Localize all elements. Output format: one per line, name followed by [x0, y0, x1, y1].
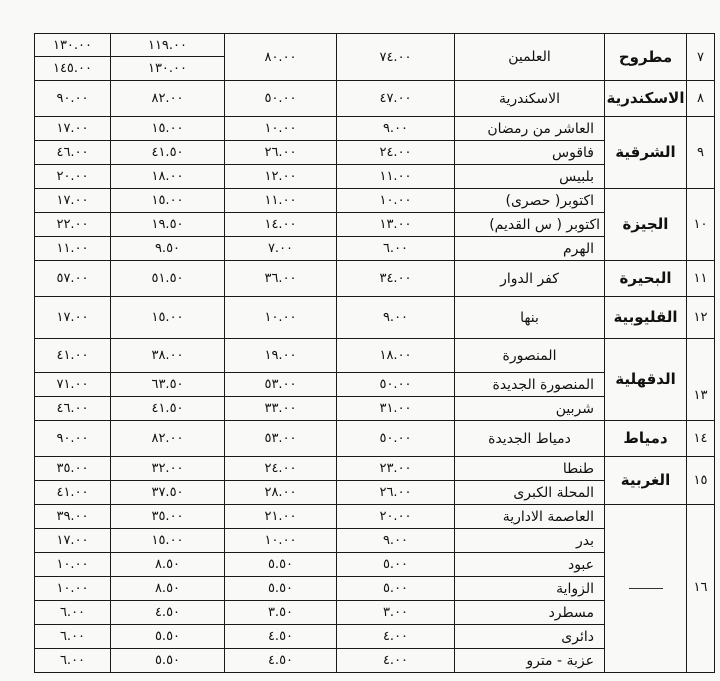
cell-index: ٨	[687, 81, 715, 117]
cell-value-1: ٢٢.٠٠	[35, 213, 111, 237]
cell-governorate-empty	[605, 505, 687, 673]
cell-value-4: ٥٠.٠٠	[337, 421, 455, 457]
cell-value-2: ٩.٥٠	[111, 237, 225, 261]
cell-value-3: ١٠.٠٠	[225, 297, 337, 339]
cell-value-3: ١٠.٠٠	[225, 529, 337, 553]
cell-value-4: ٢٠.٠٠	[337, 505, 455, 529]
cell-value-2: ٨.٥٠	[111, 577, 225, 601]
cell-governorate: الجيزة	[605, 189, 687, 261]
price-table	[34, 33, 715, 673]
cell-city: المحلة الكبرى	[455, 481, 605, 505]
cell-value-2: ٦٣.٥٠	[111, 373, 225, 397]
cell-value-4: ٥.٠٠	[337, 577, 455, 601]
cell-value-1: ٩٠.٠٠	[35, 81, 111, 117]
cell-city: العاشر من رمضان	[455, 117, 605, 141]
cell-value-2: ١٨.٠٠	[111, 165, 225, 189]
cell-city: الهرم	[455, 237, 605, 261]
table-row	[35, 189, 715, 213]
cell-value-1: ١٧.٠٠	[35, 297, 111, 339]
cell-city: فاقوس	[455, 141, 605, 165]
cell-value-1: ٤٦.٠٠	[35, 397, 111, 421]
table-row	[35, 34, 715, 57]
cell-city: دمياط الجديدة	[455, 421, 605, 457]
cell-value-4: ٢٦.٠٠	[337, 481, 455, 505]
cell-value-1: ١٧.٠٠	[35, 117, 111, 141]
cell-city: المنصورة الجديدة	[455, 373, 605, 397]
cell-value-3: ٣٦.٠٠	[225, 261, 337, 297]
cell-value-1: ١١.٠٠	[35, 237, 111, 261]
table-row	[35, 297, 715, 339]
cell-value-3: ١١.٠٠	[225, 189, 337, 213]
cell-value-4: ٣.٠٠	[337, 601, 455, 625]
table-row	[35, 339, 715, 373]
cell-value-2: ٤١.٥٠	[111, 141, 225, 165]
cell-value-3: ٢٦.٠٠	[225, 141, 337, 165]
cell-city: عزبة - مترو	[455, 649, 605, 673]
table-row	[35, 81, 715, 117]
cell-value-3: ٣٣.٠٠	[225, 397, 337, 421]
cell-value-2: ١١٩.٠٠	[111, 34, 225, 57]
cell-governorate: مطروح	[605, 34, 687, 81]
cell-value-2: ١٥.٠٠	[111, 189, 225, 213]
cell-value-3: ١٢.٠٠	[225, 165, 337, 189]
table-row	[35, 457, 715, 481]
cell-value-4: ١١.٠٠	[337, 165, 455, 189]
cell-value-1: ١٣٠.٠٠	[35, 34, 111, 57]
cell-value-2: ٣٢.٠٠	[111, 457, 225, 481]
cell-value-1: ١٧.٠٠	[35, 529, 111, 553]
cell-index: ١٣	[687, 339, 715, 421]
cell-city: دائرى	[455, 625, 605, 649]
cell-city: بنها	[455, 297, 605, 339]
cell-governorate: الاسكندرية	[605, 81, 687, 117]
cell-value-2: ١٥.٠٠	[111, 297, 225, 339]
cell-value-1: ٢٠.٠٠	[35, 165, 111, 189]
cell-value-2: ٨٢.٠٠	[111, 81, 225, 117]
cell-value-4: ٩.٠٠	[337, 297, 455, 339]
cell-value-2: ١٥.٠٠	[111, 117, 225, 141]
cell-value-2: ١٥.٠٠	[111, 529, 225, 553]
table-row	[35, 117, 715, 141]
cell-value-2: ٥.٥٠	[111, 649, 225, 673]
cell-value-2: ١٩.٥٠	[111, 213, 225, 237]
cell-value-2: ٨٢.٠٠	[111, 421, 225, 457]
cell-index: ١١	[687, 261, 715, 297]
cell-value-1: ١٠.٠٠	[35, 577, 111, 601]
cell-value-3: ٢٤.٠٠	[225, 457, 337, 481]
cell-city: العلمين	[455, 34, 605, 81]
cell-value-3: ٥.٥٠	[225, 577, 337, 601]
cell-value-3: ٥٣.٠٠	[225, 421, 337, 457]
cell-city: طنطا	[455, 457, 605, 481]
cell-value-4: ٣٤.٠٠	[337, 261, 455, 297]
cell-value-3: ١٤.٠٠	[225, 213, 337, 237]
cell-city: اكتوبر( حصرى)	[455, 189, 605, 213]
cell-value-1: ١٤٥.٠٠	[35, 57, 111, 81]
table-row	[35, 421, 715, 457]
cell-value-3: ٥.٥٠	[225, 553, 337, 577]
cell-value-3: ٣.٥٠	[225, 601, 337, 625]
cell-value-1: ١٧.٠٠	[35, 189, 111, 213]
cell-value-2: ٤١.٥٠	[111, 397, 225, 421]
cell-city: العاصمة الادارية	[455, 505, 605, 529]
cell-value-1: ٧١.٠٠	[35, 373, 111, 397]
cell-value-3: ٤.٥٠	[225, 625, 337, 649]
cell-value-3: ٤.٥٠	[225, 649, 337, 673]
cell-value-4: ٤٧.٠٠	[337, 81, 455, 117]
cell-value-3: ٢١.٠٠	[225, 505, 337, 529]
cell-city: الزواية	[455, 577, 605, 601]
cell-governorate: البحيرة	[605, 261, 687, 297]
cell-governorate: القليوبية	[605, 297, 687, 339]
cell-city: اكتوبر ( س القديم)	[455, 213, 605, 237]
table-row	[35, 505, 715, 529]
cell-value-4: ١٨.٠٠	[337, 339, 455, 373]
cell-value-2: ٣٥.٠٠	[111, 505, 225, 529]
cell-value-1: ٦.٠٠	[35, 649, 111, 673]
cell-value-4: ٧٤.٠٠	[337, 34, 455, 81]
cell-value-1: ٤١.٠٠	[35, 339, 111, 373]
dash-mark	[629, 588, 663, 589]
cell-value-3: ٥٠.٠٠	[225, 81, 337, 117]
cell-value-4: ٥٠.٠٠	[337, 373, 455, 397]
cell-index: ١٥	[687, 457, 715, 505]
cell-value-1: ٣٥.٠٠	[35, 457, 111, 481]
cell-city: مسطرد	[455, 601, 605, 625]
cell-index: ١٤	[687, 421, 715, 457]
cell-value-1: ٣٩.٠٠	[35, 505, 111, 529]
cell-city: عبود	[455, 553, 605, 577]
cell-governorate: الشرقية	[605, 117, 687, 189]
cell-value-2: ٣٨.٠٠	[111, 339, 225, 373]
cell-index: ١٢	[687, 297, 715, 339]
cell-index: ٧	[687, 34, 715, 81]
cell-city: كفر الدوار	[455, 261, 605, 297]
cell-city: الاسكندرية	[455, 81, 605, 117]
cell-value-3: ١٠.٠٠	[225, 117, 337, 141]
cell-value-3: ٨٠.٠٠	[225, 34, 337, 81]
cell-city: المنصورة	[455, 339, 605, 373]
cell-city: شربين	[455, 397, 605, 421]
cell-governorate: الدقهلية	[605, 339, 687, 421]
cell-value-1: ٥٧.٠٠	[35, 261, 111, 297]
cell-value-1: ٤٦.٠٠	[35, 141, 111, 165]
cell-value-3: ٧.٠٠	[225, 237, 337, 261]
cell-governorate: الغربية	[605, 457, 687, 505]
cell-value-4: ٣١.٠٠	[337, 397, 455, 421]
cell-city: بلبيس	[455, 165, 605, 189]
cell-value-2: ٥١.٥٠	[111, 261, 225, 297]
table-row	[35, 261, 715, 297]
cell-value-1: ١٠.٠٠	[35, 553, 111, 577]
cell-value-3: ٢٨.٠٠	[225, 481, 337, 505]
cell-value-4: ٤.٠٠	[337, 649, 455, 673]
cell-value-1: ٩٠.٠٠	[35, 421, 111, 457]
cell-city: بدر	[455, 529, 605, 553]
cell-value-2: ٨.٥٠	[111, 553, 225, 577]
cell-value-4: ١٣.٠٠	[337, 213, 455, 237]
cell-value-1: ٦.٠٠	[35, 601, 111, 625]
cell-value-4: ١٠.٠٠	[337, 189, 455, 213]
cell-index: ١٠	[687, 189, 715, 261]
cell-index: ١٦	[687, 505, 715, 673]
cell-value-3: ٥٣.٠٠	[225, 373, 337, 397]
cell-value-4: ٩.٠٠	[337, 117, 455, 141]
cell-value-2: ٤.٥٠	[111, 601, 225, 625]
cell-value-3: ١٩.٠٠	[225, 339, 337, 373]
cell-value-1: ٦.٠٠	[35, 625, 111, 649]
cell-value-4: ٤.٠٠	[337, 625, 455, 649]
cell-value-4: ٢٤.٠٠	[337, 141, 455, 165]
cell-value-4: ٦.٠٠	[337, 237, 455, 261]
cell-value-4: ٩.٠٠	[337, 529, 455, 553]
cell-value-2: ٣٧.٥٠	[111, 481, 225, 505]
cell-value-1: ٤١.٠٠	[35, 481, 111, 505]
cell-value-4: ٥.٠٠	[337, 553, 455, 577]
cell-index: ٩	[687, 117, 715, 189]
cell-value-2: ٥.٥٠	[111, 625, 225, 649]
cell-value-4: ٢٣.٠٠	[337, 457, 455, 481]
cell-governorate: دمياط	[605, 421, 687, 457]
cell-value-2: ١٣٠.٠٠	[111, 57, 225, 81]
